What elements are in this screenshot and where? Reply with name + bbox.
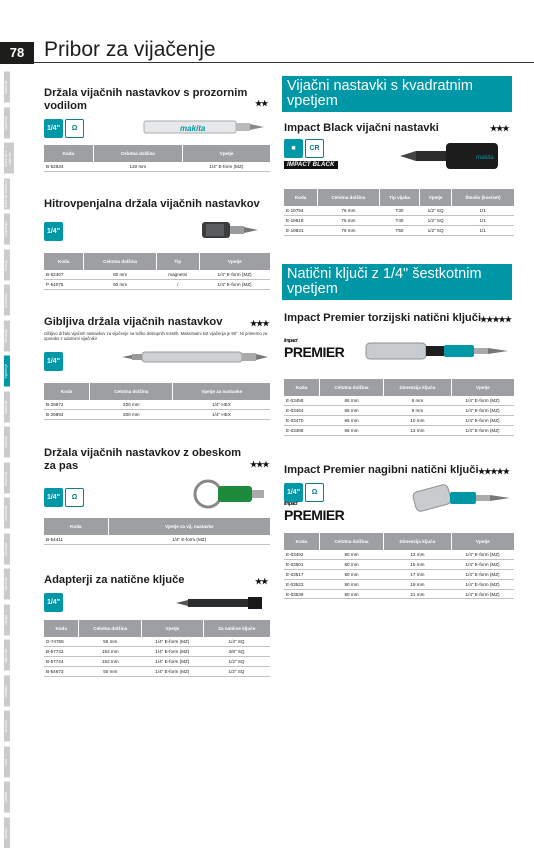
column-header: Celotna dolžina: [90, 383, 173, 400]
column-header: Celotna dolžina: [319, 533, 383, 550]
column-header: Celotna dolžina: [318, 189, 379, 206]
table-cell: 80 mm: [319, 560, 383, 570]
magnet-icon: Ω: [305, 483, 324, 502]
section-title: Adapterji za natične ključe: [44, 574, 254, 587]
table-cell: 17 mm: [384, 570, 451, 580]
table-cell: 1/4" E-form (MZ): [108, 535, 270, 545]
feature-icons: [44, 488, 84, 507]
table-row: [284, 226, 514, 236]
table-cell: 1/1: [451, 226, 514, 236]
table-cell: magnetni: [156, 270, 199, 280]
sidebar-tab[interactable]: Kruna: [4, 250, 10, 281]
column-header: Celotna dolžina: [93, 145, 182, 162]
table-cell: 1/4" E-form (MZ): [451, 406, 514, 416]
section-title: Impact Black vijačni nastavki: [284, 122, 484, 135]
table-cell: 1/2" SQ: [203, 666, 270, 676]
table-cell: E-03517: [284, 570, 319, 580]
table-cell: B-52467: [44, 270, 84, 280]
quarter-inch-icon: 1/4": [44, 488, 63, 507]
sidebar-tab[interactable]: Bušenje: [4, 392, 10, 423]
rating-stars: ★★★: [490, 124, 509, 133]
swivel-socket-image: [406, 476, 514, 522]
bit-holder-image: [140, 115, 268, 139]
rating-stars: ★★★★★: [480, 315, 511, 324]
column-header: Koda: [284, 533, 319, 550]
feature-icons: [44, 222, 63, 241]
sidebar-tab[interactable]: Nastavak: [4, 498, 10, 529]
table-row: [44, 535, 270, 545]
section-title: Držala vijačnih nastavkov s prozornim vodilom: [44, 87, 254, 112]
table-cell: 21 mm: [384, 589, 451, 599]
table-cell: 1/4" E-form (MZ): [142, 637, 203, 647]
table-cell: E-19831: [284, 226, 318, 236]
sidebar-tab[interactable]: Oprema: [4, 569, 10, 600]
table-row: [284, 206, 514, 216]
feature-icons: [44, 593, 63, 612]
column-header: Celotna dolžina: [79, 620, 142, 637]
column-header: Vpetje: [451, 533, 514, 550]
table-row: [44, 400, 270, 410]
table-cell: 13 mm: [384, 425, 451, 435]
table-cell: 1/4" E-form (MZ): [451, 416, 514, 426]
table-cell: E-03458: [284, 396, 319, 406]
column-header: Koda: [44, 518, 108, 535]
sidebar-tab[interactable]: Bušenje: [4, 72, 10, 103]
quarter-inch-icon: 1/4": [284, 483, 303, 502]
table-cell: 50 mm: [79, 666, 142, 676]
spec-table: [44, 620, 270, 677]
column-header: Vpetje: [420, 189, 451, 206]
table-cell: B-57744: [44, 657, 79, 667]
section-title: Impact Premier torzijski natični ključi: [284, 312, 484, 325]
table-row: [284, 216, 514, 226]
column-header: Koda: [44, 145, 93, 162]
table-cell: 60 mm: [84, 280, 157, 290]
table-cell: 1/4" E-form (MZ): [142, 647, 203, 657]
rating-stars: ★★: [255, 99, 267, 108]
sidebar-tab[interactable]: Vijačenje: [4, 108, 10, 139]
column-header: Dimenzija ključa: [384, 533, 451, 550]
quarter-inch-icon: 1/4": [44, 119, 63, 138]
rating-stars: ★★: [255, 577, 267, 586]
table-cell: 1/4" HEX: [173, 400, 270, 410]
column-header: Koda: [44, 253, 84, 270]
spec-table: [44, 518, 270, 545]
table-cell: E-19794: [284, 206, 318, 216]
table-cell: 300 mm: [90, 410, 173, 420]
sidebar-tab[interactable]: Izmjena: [4, 711, 10, 742]
table-cell: /: [156, 280, 199, 290]
impact-label: Impact: [284, 502, 344, 507]
table-cell: 13 mm: [384, 550, 451, 560]
torsion-socket-image: [362, 333, 512, 369]
table-cell: 80 mm: [319, 570, 383, 580]
table-row: [284, 570, 514, 580]
table-cell: 1/1: [451, 216, 514, 226]
table-cell: 80 mm: [319, 589, 383, 599]
column-header: Koda: [284, 379, 319, 396]
table-cell: B-52934: [44, 162, 93, 172]
table-cell: 1/4" E-form (MZ): [451, 589, 514, 599]
table-row: [284, 416, 514, 426]
table-cell: D-74768: [44, 637, 79, 647]
column-header: Za natične ključe: [203, 620, 270, 637]
title-rule: [34, 62, 534, 63]
table-cell: 1/2" SQ: [420, 226, 451, 236]
table-cell: 80 mm: [319, 550, 383, 560]
quick-release-holder-image: [198, 210, 262, 250]
table-cell: 1/4" E-form (MZ): [451, 396, 514, 406]
sidebar-tab[interactable]: Vijačenje: [4, 356, 10, 387]
feature-icons: [44, 119, 84, 138]
flexible-holder-image: [120, 345, 270, 369]
table-cell: 8 mm: [384, 406, 451, 416]
table-cell: 1/4" SQ: [203, 637, 270, 647]
table-cell: E-03464: [284, 406, 319, 416]
impact-label: Impact: [284, 339, 344, 344]
table-cell: B-57733: [44, 647, 79, 657]
sidebar-tab[interactable]: Brušenje: [4, 463, 10, 494]
table-row: [44, 637, 270, 647]
sidebar-tab[interactable]: Bušenje s udarom: [4, 143, 14, 174]
spec-table: [44, 383, 270, 420]
section-title: Impact Premier nagibni natični ključi: [284, 464, 484, 477]
spec-table: [284, 189, 514, 236]
table-cell: 1/1: [451, 206, 514, 216]
table-cell: E-03523: [284, 579, 319, 589]
table-cell: 1/4" E-form (MZ): [451, 579, 514, 589]
table-cell: 15 mm: [384, 560, 451, 570]
column-header: Koda: [44, 383, 90, 400]
sidebar-tab[interactable]: Mjerenje: [4, 640, 10, 671]
svg-text:makita: makita: [476, 155, 494, 161]
sidebar-tab[interactable]: Zaštita: [4, 782, 10, 813]
table-cell: 1/4" E-form (MZ): [199, 280, 270, 290]
table-cell: 1/4" E-form (MZ): [451, 550, 514, 560]
column-header: Vpetje: [451, 379, 514, 396]
column-header: Vpetje: [199, 253, 270, 270]
quarter-inch-icon: 1/4": [44, 222, 63, 241]
table-cell: 120 mm: [93, 162, 182, 172]
belt-clip-holder-image: [190, 475, 270, 513]
magnet-icon: Ω: [65, 119, 84, 138]
section-title: Hitrovpenjalna držala vijačnih nastavkov: [44, 198, 264, 211]
socket-adapter-image: [172, 591, 268, 615]
impact-black-badge: IMPACT BLACK: [284, 161, 338, 169]
table-row: [284, 589, 514, 599]
table-cell: 152 mm: [79, 657, 142, 667]
table-cell: 1/4" HEX: [173, 410, 270, 420]
table-row: [44, 666, 270, 676]
table-cell: 1/2" SQ: [420, 206, 451, 216]
column-header: Vpetje za vij. nastavke: [108, 518, 270, 535]
table-row: [284, 425, 514, 435]
table-cell: 1/4" E-form (MZ): [451, 560, 514, 570]
spec-table: [284, 379, 514, 436]
table-cell: 1/4" E-form (MZ): [183, 162, 270, 172]
product-description: Gibljivo držalo vijačnih nastavkov za vijačenje na težko dostopnih mestih. Maksimalni kot vijačenja je 90°. Ni primerno za uporabo z udarnimi vijačniki!: [44, 331, 268, 341]
table-row: [284, 560, 514, 570]
table-cell: E-19819: [284, 216, 318, 226]
table-cell: 60 mm: [84, 270, 157, 280]
column-header: Celotna dolžina: [84, 253, 157, 270]
spec-table: [44, 145, 270, 172]
table-cell: 65 mm: [319, 416, 383, 426]
table-cell: 10 mm: [384, 416, 451, 426]
table-cell: 1/4" E-form (MZ): [142, 657, 203, 667]
table-cell: 152 mm: [79, 647, 142, 657]
table-cell: E-03539: [284, 589, 319, 599]
column-header: Vpetje: [183, 145, 270, 162]
top-bar: [0, 0, 534, 8]
table-cell: 76 mm: [318, 216, 379, 226]
premier-label: PREMIER: [284, 344, 344, 360]
section-banner: Natični ključi z 1/4" šestkotnim vpetjem: [282, 264, 512, 300]
table-cell: E-03486: [284, 425, 319, 435]
sidebar-tab[interactable]: Brušenje: [4, 285, 10, 316]
section-title: Držala vijačnih nastavkov z obeskom za pas: [44, 447, 254, 472]
section-title: Gibljiva držala vijačnih nastavkov: [44, 316, 254, 329]
table-cell: 1/4" E-form (MZ): [451, 425, 514, 435]
table-row: [44, 270, 270, 280]
quarter-inch-icon: 1/4": [44, 593, 63, 612]
impact-premier-logo: [284, 502, 344, 523]
table-cell: P-54075: [44, 280, 84, 290]
spec-table: [44, 253, 270, 290]
feature-icons: [284, 139, 324, 158]
column-header: Dimenzija ključa: [384, 379, 451, 396]
page-title: Pribor za vijačenje: [44, 38, 216, 62]
impact-premier-logo: [284, 339, 344, 360]
table-row: [44, 410, 270, 420]
sidebar-tab[interactable]: Rezanje: [4, 534, 10, 565]
column-header: Vpetje za nastavke: [173, 383, 270, 400]
sidebar-tab[interactable]: Ostalo: [4, 818, 10, 848]
column-header: Celotna dolžina: [319, 379, 383, 396]
sidebar-tab[interactable]: Rezanje: [4, 321, 10, 352]
table-row: [44, 280, 270, 290]
table-cell: 50 mm: [79, 637, 142, 647]
table-cell: 76 mm: [318, 226, 379, 236]
table-cell: T50: [379, 226, 420, 236]
table-cell: 6 mm: [384, 396, 451, 406]
rating-stars: ★★★★★: [478, 467, 509, 476]
table-cell: 200 mm: [90, 400, 173, 410]
table-row: [284, 406, 514, 416]
table-cell: B-29872: [44, 400, 90, 410]
table-cell: B-54673: [44, 666, 79, 676]
table-row: [44, 162, 270, 172]
rating-stars: ★★★: [250, 460, 269, 469]
table-cell: 1/4" E-form (MZ): [451, 570, 514, 580]
table-cell: B-54411: [44, 535, 108, 545]
sidebar-tab[interactable]: Dodatci: [4, 676, 10, 707]
table-row: [284, 396, 514, 406]
table-row: [44, 647, 270, 657]
table-cell: B-29894: [44, 410, 90, 420]
impact-black-socket-image: [396, 135, 512, 177]
table-cell: 80 mm: [319, 579, 383, 589]
column-header: Vpetje: [142, 620, 203, 637]
cr-mo-icon: CR: [305, 139, 324, 158]
table-row: [284, 550, 514, 560]
sidebar-tab[interactable]: Vijčanje: [4, 427, 10, 458]
table-cell: 1/4" E-form (MZ): [142, 666, 203, 676]
rating-stars: ★★★: [250, 319, 269, 328]
table-cell: 65 mm: [319, 425, 383, 435]
feature-icons: [44, 352, 63, 371]
magnet-icon: Ω: [65, 488, 84, 507]
table-cell: 1/2" SQ: [420, 216, 451, 226]
table-cell: E-03492: [284, 550, 319, 560]
table-cell: E-03501: [284, 560, 319, 570]
section-banner: Vijačni nastavki s kvadratnim vpetjem: [282, 76, 512, 112]
table-cell: 1/2" SQ: [203, 657, 270, 667]
sidebar-tab[interactable]: Njega: [4, 605, 10, 636]
sidebar-tab[interactable]: Bušenje čekićem: [4, 179, 10, 210]
page-number: 78: [0, 42, 34, 64]
sidebar-tab[interactable]: Dlijetanje: [4, 214, 10, 245]
makita-logo: makita: [180, 124, 206, 133]
column-header: Tip: [156, 253, 199, 270]
table-cell: 1/4" E-form (MZ): [199, 270, 270, 280]
premier-label: PREMIER: [284, 507, 344, 523]
column-header: Koda: [284, 189, 318, 206]
feature-icons: [284, 483, 324, 502]
table-cell: 76 mm: [318, 206, 379, 216]
column-header: Tip vijaka: [379, 189, 420, 206]
spec-table: [284, 533, 514, 599]
table-cell: E-03470: [284, 416, 319, 426]
table-cell: 19 mm: [384, 579, 451, 589]
category-sidebar: [4, 72, 34, 752]
quarter-inch-icon: 1/4": [44, 352, 63, 371]
table-cell: T30: [379, 206, 420, 216]
table-cell: 65 mm: [319, 406, 383, 416]
table-row: [284, 579, 514, 589]
table-cell: T40: [379, 216, 420, 226]
column-header: Koda: [44, 620, 79, 637]
table-cell: 65 mm: [319, 396, 383, 406]
square-drive-icon: ■: [284, 139, 303, 158]
table-row: [44, 657, 270, 667]
table-cell: 3/8" SQ: [203, 647, 270, 657]
sidebar-tab[interactable]: Alat: [4, 747, 10, 778]
column-header: Število (kos/set): [451, 189, 514, 206]
